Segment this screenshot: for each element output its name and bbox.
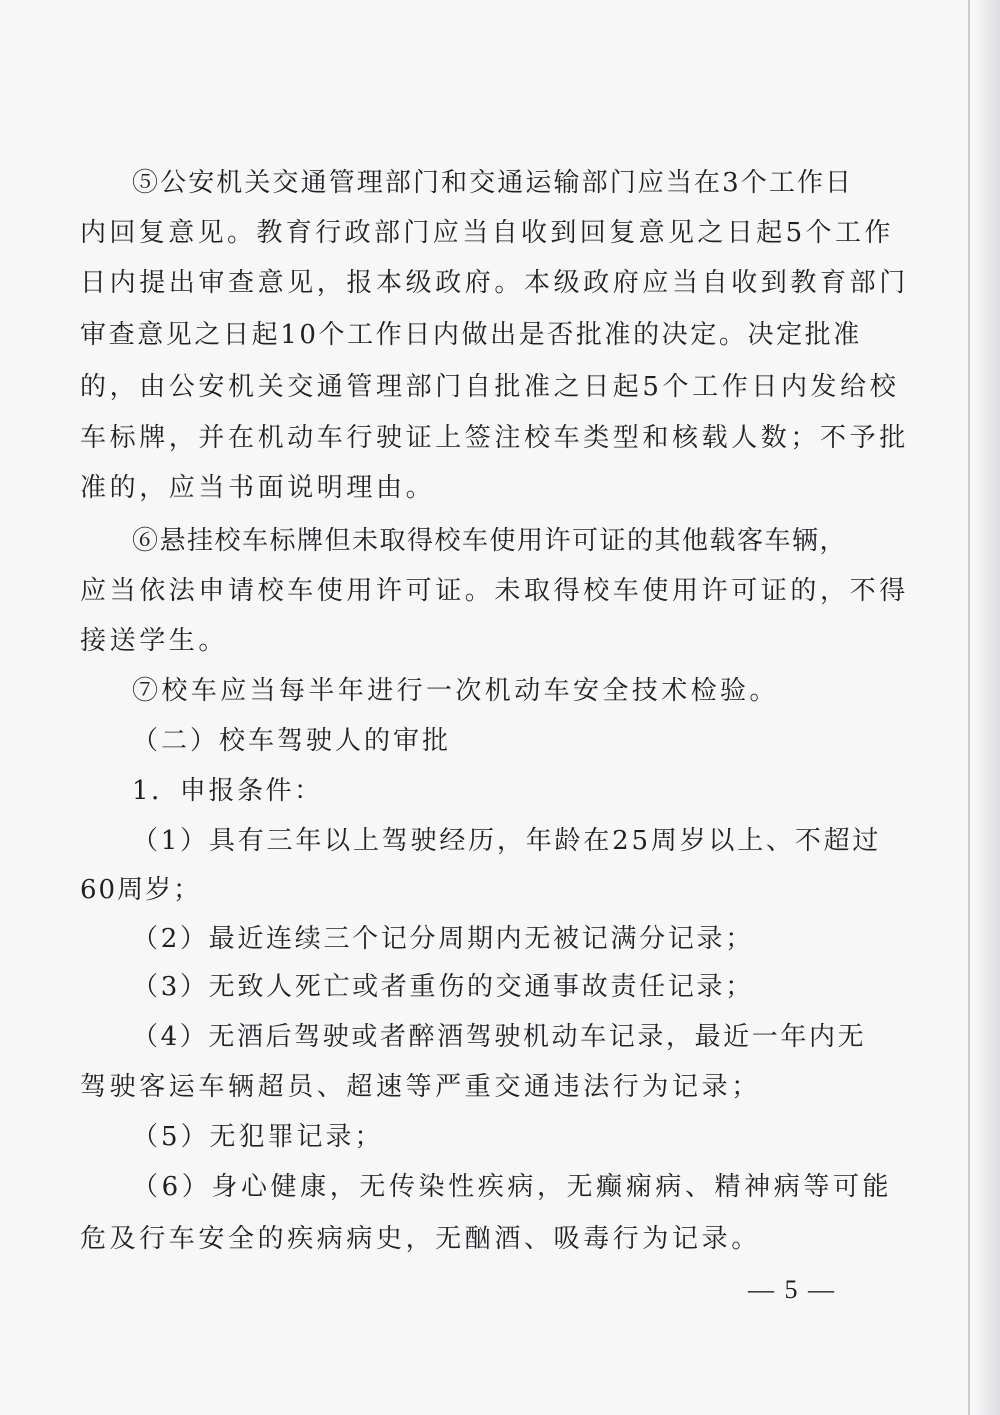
- text-line-20: （5）无犯罪记录；: [132, 1122, 384, 1152]
- text-line-18: （4）无酒后驾驶或者醉酒驾驶机动车记录，最近一年内无: [132, 1022, 867, 1052]
- text-line-19: 驾驶客运车辆超员、超速等严重交通违法行为记录；: [80, 1072, 761, 1102]
- text-line-10: 接送学生。: [80, 626, 229, 656]
- text-line-8: ⑥悬挂校车标牌但未取得校车使用许可证的其他载客车辆，: [132, 526, 848, 556]
- text-line-1: ⑤公安机关交通管理部门和交通运输部门应当在3个工作日: [132, 168, 854, 198]
- text-line-22: 危及行车安全的疾病病史，无酗酒、吸毒行为记录。: [80, 1224, 761, 1254]
- text-line-11: ⑦校车应当每半年进行一次机动车安全技术检验。: [132, 676, 779, 706]
- page-edge-line: [968, 0, 970, 1415]
- text-line-12: （二）校车驾驶人的审批: [132, 726, 452, 756]
- text-line-7: 准的，应当书面说明理由。: [80, 473, 436, 503]
- text-line-13: 1．申报条件：: [132, 776, 323, 806]
- text-line-9: 应当依法申请校车使用许可证。未取得校车使用许可证的，不得: [80, 576, 909, 606]
- text-line-4: 审查意见之日起10个工作日内做出是否批准的决定。决定批准: [80, 320, 862, 350]
- text-line-3: 日内提出审查意见，报本级政府。本级政府应当自收到教育部门: [80, 268, 909, 298]
- text-line-2: 内回复意见。教育行政部门应当自收到回复意见之日起5个工作: [80, 218, 894, 248]
- page-number: — 5 —: [748, 1275, 836, 1304]
- text-line-6: 车标牌，并在机动车行驶证上签注校车类型和核载人数；不予批: [80, 423, 909, 453]
- text-line-15: 60周岁；: [80, 875, 202, 905]
- text-line-21: （6）身心健康，无传染性疾病，无癫痫病、精神病等可能: [132, 1172, 893, 1202]
- text-line-17: （3）无致人死亡或者重伤的交通事故责任记录；: [132, 972, 754, 1002]
- text-line-14: （1）具有三年以上驾驶经历，年龄在25周岁以上、不超过: [132, 826, 882, 856]
- text-line-5: 的，由公安机关交通管理部门自批准之日起5个工作日内发给校: [80, 372, 900, 402]
- text-line-16: （2）最近连续三个记分周期内无被记满分记录；: [132, 924, 754, 954]
- page-edge-shadow: [974, 0, 1000, 1415]
